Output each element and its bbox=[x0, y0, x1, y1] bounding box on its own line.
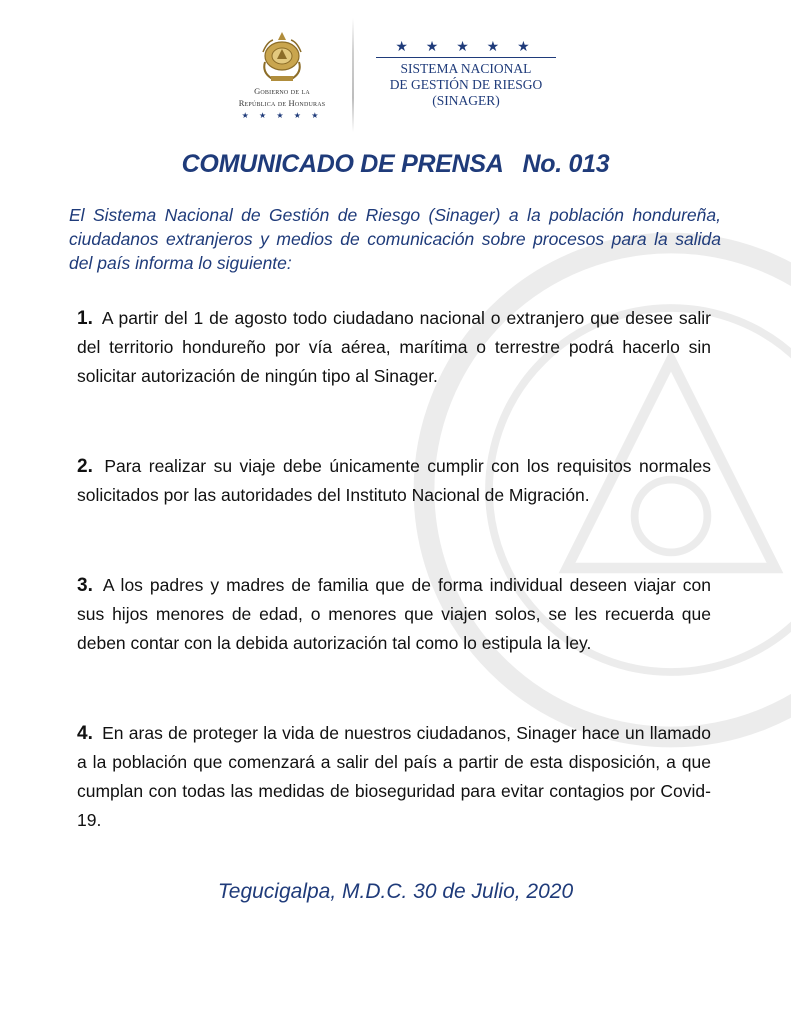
place-and-date: Tegucigalpa, M.D.C. 30 de Julio, 2020 bbox=[217, 880, 574, 903]
government-logo bbox=[222, 28, 342, 120]
honduras-coat-of-arms-icon bbox=[259, 28, 305, 84]
point-text: A partir del 1 de agosto todo ciudadano nacional o extranjero que desee salir del territorio hondureño por vía aérea, marítima o terrestre podrá hacerlo sin solicitar autorización de ningún tipo al Sinager. bbox=[77, 308, 711, 386]
sinager-stars: ★ ★ ★ ★ ★ bbox=[395, 38, 537, 54]
point-item bbox=[77, 304, 711, 391]
point-number: 2. bbox=[77, 456, 93, 477]
point-text: En aras de proteger la vida de nuestros ciudadanos, Sinager hace un llamado a la población que comenzará a salir del país a partir de esta disposición, a que cumplan con todas las medidas de bioseguridad para evitar contagios por Covid-19. bbox=[77, 723, 711, 830]
sinager-name-line1: SISTEMA NACIONAL bbox=[400, 61, 532, 76]
sinager-logo bbox=[376, 38, 556, 109]
point-item bbox=[77, 719, 711, 835]
page-title: COMUNICADO DE PRENSA No. 013 bbox=[181, 150, 610, 178]
point-text: Para realizar su viaje debe únicamente cumplir con los requisitos normales solicitados por las autoridades del Instituto Nacional de Migración. bbox=[77, 456, 711, 505]
letterhead bbox=[0, 14, 791, 132]
government-stars: ★ ★ ★ ★ ★ bbox=[241, 111, 323, 120]
point-number: 3. bbox=[77, 575, 93, 596]
sinager-rule bbox=[376, 57, 556, 58]
point-item bbox=[77, 571, 711, 658]
sinager-name-line2: DE GESTIÓN DE RIESGO bbox=[389, 77, 543, 92]
government-name-line2: República de Honduras bbox=[238, 98, 326, 108]
point-text: A los padres y madres de familia que de forma individual deseen viajar con sus hijos menores de edad, o menores que viajen solos, se les recuerda que deben contar con la debida autorización tal como lo estipula la ley. bbox=[77, 575, 711, 653]
point-item bbox=[77, 452, 711, 510]
government-name-line1: Gobierno de la bbox=[254, 86, 310, 96]
point-number: 1. bbox=[77, 308, 93, 329]
header-divider bbox=[352, 18, 354, 132]
intro-paragraph: El Sistema Nacional de Gestión de Riesgo (Sinager) a la población hondureña, ciudadanos extranjeros y medios de comunicación sobre procesos para la salida del país informa lo siguiente: bbox=[69, 205, 721, 273]
sinager-name-line3: (SINAGER) bbox=[432, 93, 500, 108]
point-number: 4. bbox=[77, 723, 93, 744]
